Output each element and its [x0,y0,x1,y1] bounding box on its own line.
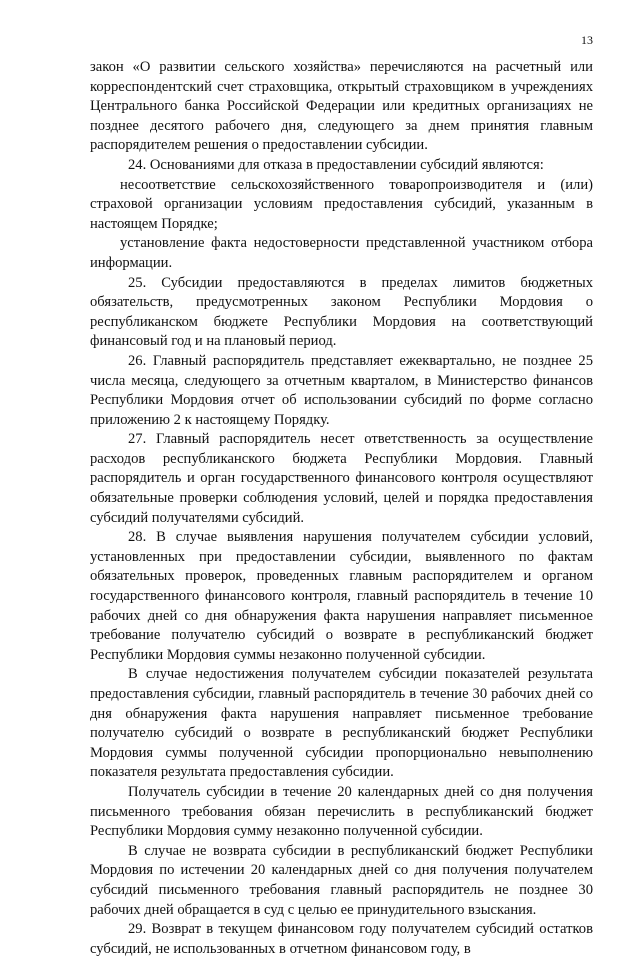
paragraph-29: 29. Возврат в текущем финансовом году получателем субсидий остатков субсидий, не использованных в отчетном финансовом году, в [90,921,593,957]
paragraph-24: 24. Основаниями для отказа в предоставлении субсидий являются: [128,156,544,173]
paragraph-28-refund-term: Получатель субсидии в течение 20 календарных дней со дня получения письменного требования обязан перечислить в республиканский бюджет Республики Мордовия сумму незаконно полученной субсидии. [90,783,593,840]
page-number: 13 [581,33,593,47]
document-body [90,58,593,959]
paragraph-24-item-2: установление факта недостоверности представленной участником отбора информации. [90,235,593,271]
paragraph-28-underachievement: В случае недостижения получателем субсидии показателей результата предоставления субсидии, главный распорядитель в течение 30 рабочих дней со дня обнаружения факта нарушения направляет письменное требование получателю субсидий о возврате в республиканский бюджет Республики Мордовия суммы полученной субсидии пропорционально невыполнению показателя результата предоставления субсидии. [90,666,593,781]
paragraph-24-item-1: несоответствие сельскохозяйственного товаропроизводителя и (или) страховой организации условиям предоставления субсидий, указанным в настоящем Порядке; [90,176,593,232]
paragraph-28-court: В случае не возврата субсидии в республиканский бюджет Республики Мордовия по истечении 20 календарных дней со дня получения получателем субсидий письменного требования главный распорядитель не позднее 30 рабочих дней обращается в суд с целью ее принудительного взыскания. [90,842,593,918]
paragraph-continuation: закон «О развитии сельского хозяйства» перечисляются на расчетный или корреспондентский счет страховщика, открытый страховщиком в учреждениях Центрального банка Российской Федерации или кредитных организациях не позднее десятого рабочего дня, следующего за днем принятия главным распорядителем решения о предоставлении субсидии. [90,59,593,154]
paragraph-26: 26. Главный распорядитель представляет ежеквартально, не позднее 25 числа месяца, следующего за отчетным кварталом, в Министерство финансов Республики Мордовия отчет об использовании субсидий по форме согласно приложению 2 к настоящему Порядку. [90,352,593,428]
paragraph-27: 27. Главный распорядитель несет ответственность за осуществление расходов республиканского бюджета Республики Мордовия. Главный распорядитель и орган государственного финансового контроля осуществляют обязательные проверки соблюдения условий, целей и порядка предоставления субсидий получателями субсидий. [90,431,593,526]
paragraph-25: 25. Субсидии предоставляются в пределах лимитов бюджетных обязательств, предусмотренных законом Республики Мордовия о республиканском бюджете Республики Мордовия на соответствующий финансовый год и на плановый период. [90,274,593,350]
paragraph-28: 28. В случае выявления нарушения получателем субсидии условий, установленных при предоставлении субсидии, выявленного по фактам обязательных проверок, проведенных главным распорядителем и органом государственного финансового контроля, главный распорядитель в течение 10 рабочих дней со дня обнаружения факта нарушения направляет письменное требование получателю субсидий о возврате в республиканский бюджет Республики Мордовия суммы незаконно полученной субсидии. [90,529,593,663]
